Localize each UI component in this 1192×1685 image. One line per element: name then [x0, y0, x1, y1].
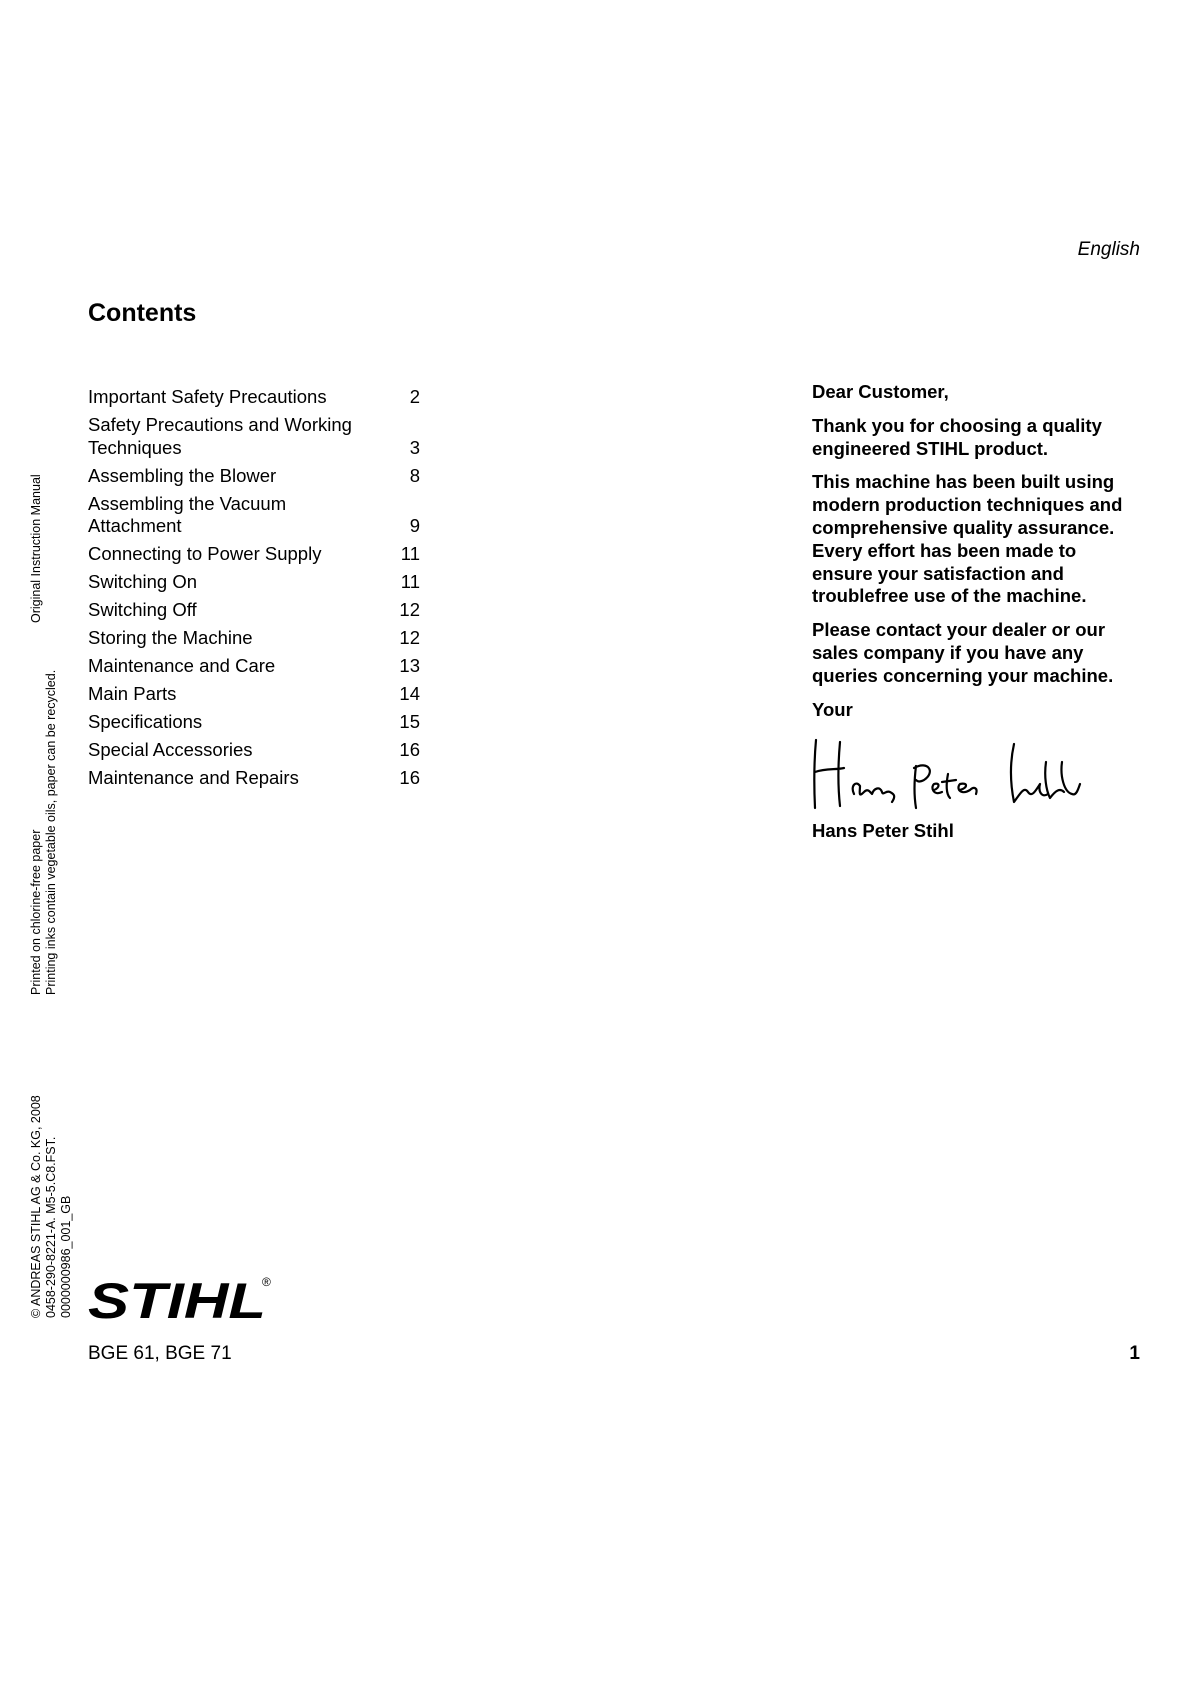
toc-row — [88, 386, 420, 409]
toc-row — [88, 571, 420, 594]
toc-row — [88, 493, 420, 538]
toc-page: 3 — [409, 436, 420, 458]
copyright-line-1: © ANDREAS STIHL AG & Co. KG, 2008 — [29, 1095, 43, 1318]
handwritten-signature — [810, 732, 1100, 812]
toc-page: 8 — [409, 464, 420, 486]
toc-label: Connecting to Power Supply — [88, 543, 322, 564]
toc-label: Storing the Machine — [88, 627, 253, 648]
toc-page: 2 — [409, 386, 420, 407]
toc-page: 11 — [400, 543, 420, 564]
toc-label: Maintenance and Repairs — [88, 767, 299, 788]
toc-label: Main Parts — [88, 683, 177, 704]
toc-label: Assembling the Vacuum Attachment — [88, 492, 287, 536]
letter-closing: Your — [812, 698, 853, 720]
language-label: English — [1077, 239, 1140, 260]
paper-note-line-1: Printed on chlorine-free paper — [29, 829, 43, 995]
toc-label: Switching On — [88, 571, 197, 592]
letter-paragraph-1: Thank you for choosing a quality engineered STIHL product. — [812, 414, 1102, 459]
toc-page: 15 — [399, 711, 420, 732]
toc-label: Assembling the Blower — [88, 464, 277, 486]
toc-row — [88, 711, 420, 734]
toc-page: 11 — [400, 571, 420, 592]
toc-page: 16 — [399, 767, 420, 788]
footer-page-number: 1 — [1129, 1343, 1140, 1364]
toc-label: Special Accessories — [88, 739, 253, 760]
logo-wordmark: STIHL — [88, 1276, 266, 1322]
toc-label: Important Safety Precautions — [88, 386, 327, 407]
toc-row — [88, 599, 420, 622]
toc-row — [88, 767, 420, 790]
copyright-line-3: 0000000986_001_GB — [59, 1195, 73, 1318]
toc-page: 14 — [399, 683, 420, 704]
stihl-logo — [88, 1276, 278, 1322]
letter-paragraph-2: This machine has been built using modern production techniques and comprehensive quality assurance. Every effort has been made to ensure your satisfaction and troublefree use of the machine. — [812, 471, 1123, 607]
footer-model: BGE 61, BGE 71 — [88, 1343, 232, 1364]
toc-label: Maintenance and Care — [88, 655, 276, 676]
toc-label: Specifications — [88, 711, 203, 732]
letter-paragraph-3: Please contact your dealer or our sales company if you have any queries concerning your machine. — [812, 619, 1114, 686]
toc-page: 12 — [399, 599, 420, 620]
customer-letter — [812, 381, 1142, 732]
toc-label: Safety Precautions and Working Techniques — [88, 414, 352, 458]
toc-row — [88, 655, 420, 678]
toc-page: 12 — [399, 627, 420, 648]
toc-row — [88, 543, 420, 566]
manual-type-note: Original Instruction Manual — [29, 474, 43, 623]
registered-mark: ® — [262, 1276, 271, 1289]
toc-row — [88, 465, 420, 488]
contents-title: Contents — [88, 299, 197, 327]
toc-row — [88, 627, 420, 650]
letter-greeting: Dear Customer, — [812, 381, 949, 402]
toc-row — [88, 683, 420, 706]
copyright-line-2: 0458-290-8221-A. M5-5.C8.FST. — [44, 1136, 58, 1318]
toc-label: Switching Off — [88, 599, 197, 620]
toc-row — [88, 414, 420, 459]
toc-page: 16 — [399, 739, 420, 760]
paper-note-line-2: Printing inks contain vegetable oils, paper can be recycled. — [44, 669, 58, 995]
toc-page: 13 — [399, 655, 420, 676]
table-of-contents — [88, 386, 420, 795]
signer-name: Hans Peter Stihl — [812, 820, 954, 841]
toc-row — [88, 739, 420, 762]
toc-page: 9 — [409, 515, 420, 536]
